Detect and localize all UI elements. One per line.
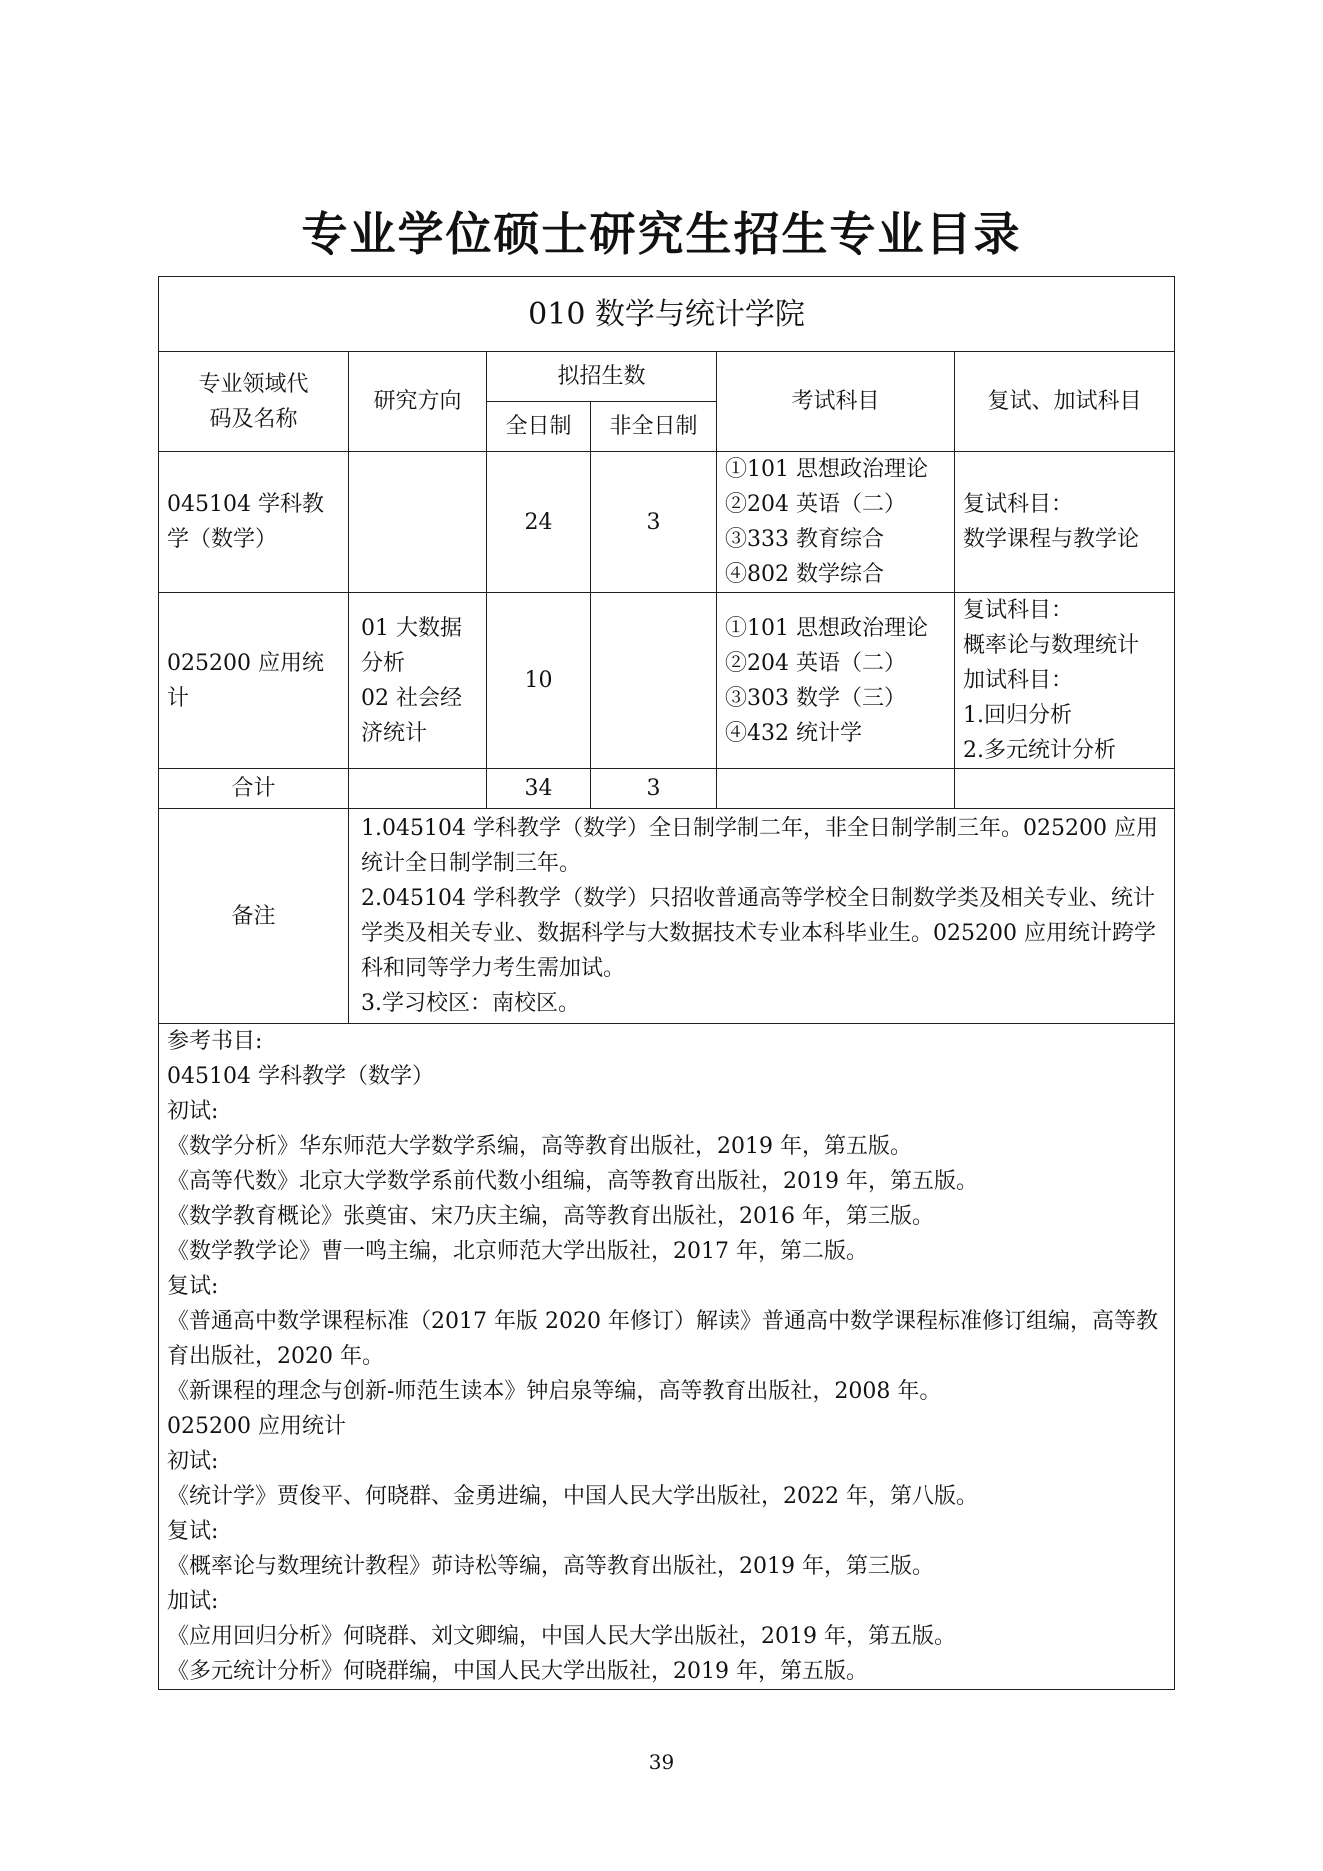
exam-subject: ④802 数学综合 xyxy=(725,562,884,587)
note-item: 2.045104 学科教学（数学）只招收普通高等学校全日制数学类及相关专业、统计学类及相关专业、数据科学与大数据技术专业本科毕业生。025200 应用统计跨学科和同等学力考生需加试。 xyxy=(361,886,1156,981)
notes-content xyxy=(349,809,1175,1024)
header-quota: 拟招生数 xyxy=(487,352,717,402)
exam-subject: ③303 数学（三） xyxy=(725,685,906,711)
total-fulltime: 34 xyxy=(487,769,591,809)
reference-item: 《普通高中数学课程标准（2017 年版 2020 年修订）解读》普通高中数学课程标准修订组编，高等教育出版社，2020 年。 xyxy=(167,1309,1158,1369)
parttime-cell: 3 xyxy=(591,452,717,593)
retest-cell xyxy=(955,452,1175,593)
reference-item: 《高等代数》北京大学数学系前代数小组编，高等教育出版社，2019 年，第五版。 xyxy=(167,1169,978,1194)
exam-cell xyxy=(717,452,955,593)
reference-item: 《数学教育概论》张奠宙、宋乃庆主编，高等教育出版社，2016 年，第三版。 xyxy=(167,1204,934,1229)
notes-row xyxy=(159,809,1175,1024)
exam-subject: ④432 统计学 xyxy=(725,720,862,746)
retest-line: 数学课程与教学论 xyxy=(963,527,1140,552)
retest-line: 概率论与数理统计 xyxy=(963,633,1140,658)
exam-subject: ②204 英语（二） xyxy=(725,650,906,676)
total-label: 合计 xyxy=(159,769,349,809)
note-item: 3.学习校区：南校区。 xyxy=(361,991,580,1016)
reference-item: 《数学分析》华东师范大学数学系编，高等教育出版社，2019 年，第五版。 xyxy=(167,1134,912,1159)
fulltime-cell: 24 xyxy=(487,452,591,593)
reference-group-label: 初试: xyxy=(167,1449,219,1474)
direction-item: 01 大数据分析 xyxy=(361,615,462,676)
retest-line: 复试科目： xyxy=(963,598,1074,623)
reference-group-label: 初试: xyxy=(167,1099,219,1124)
retest-line: 1.回归分析 xyxy=(963,703,1072,728)
header-major: 专业领域代码及名称 xyxy=(159,352,349,452)
reference-major: 045104 学科教学（数学） xyxy=(167,1064,434,1089)
table-row xyxy=(159,593,1175,769)
header-direction: 研究方向 xyxy=(349,352,487,452)
references-heading: 参考书目: xyxy=(167,1029,263,1054)
references-row xyxy=(159,1024,1175,1690)
notes-label: 备注 xyxy=(159,809,349,1024)
catalog-table xyxy=(158,276,1175,1690)
header-exam: 考试科目 xyxy=(717,352,955,452)
exam-subject: ②204 英语（二） xyxy=(725,492,906,517)
major-cell: 025200 应用统计 xyxy=(159,593,349,769)
reference-item: 《应用回归分析》何晓群、刘文卿编，中国人民大学出版社，2019 年，第五版。 xyxy=(167,1624,956,1649)
parttime-cell xyxy=(591,593,717,769)
reference-item: 《概率论与数理统计教程》茆诗松等编，高等教育出版社，2019 年，第三版。 xyxy=(167,1554,934,1579)
reference-group-label: 加试: xyxy=(167,1589,219,1614)
reference-group-label: 复试: xyxy=(167,1274,219,1299)
retest-cell xyxy=(955,593,1175,769)
exam-cell xyxy=(717,593,955,769)
table-row xyxy=(159,452,1175,593)
header-parttime: 非全日制 xyxy=(591,402,717,452)
references-content xyxy=(159,1024,1175,1690)
total-direction-cell xyxy=(349,769,487,809)
direction-cell xyxy=(349,452,487,593)
header-retest: 复试、加试科目 xyxy=(955,352,1175,452)
total-row xyxy=(159,769,1175,809)
reference-item: 《新课程的理念与创新-师范生读本》钟启泉等编，高等教育出版社，2008 年。 xyxy=(167,1379,942,1404)
department-name: 010 数学与统计学院 xyxy=(159,277,1175,352)
retest-line: 复试科目： xyxy=(963,492,1074,517)
direction-cell xyxy=(349,593,487,769)
note-item: 1.045104 学科教学（数学）全日制学制二年，非全日制学制三年。025200 应用统计全日制学制三年。 xyxy=(361,816,1158,876)
reference-group-label: 复试: xyxy=(167,1519,219,1544)
header-fulltime: 全日制 xyxy=(487,402,591,452)
reference-item: 《多元统计分析》何晓群编，中国人民大学出版社，2019 年，第五版。 xyxy=(167,1659,868,1684)
reference-item: 《统计学》贾俊平、何晓群、金勇进编，中国人民大学出版社，2022 年，第八版。 xyxy=(167,1484,978,1509)
fulltime-cell: 10 xyxy=(487,593,591,769)
total-parttime: 3 xyxy=(591,769,717,809)
exam-subject: ①101 思想政治理论 xyxy=(725,615,928,641)
reference-major: 025200 应用统计 xyxy=(167,1414,346,1439)
reference-item: 《数学教学论》曹一鸣主编，北京师范大学出版社，2017 年，第二版。 xyxy=(167,1239,868,1264)
exam-subject: ①101 思想政治理论 xyxy=(725,457,928,482)
direction-item: 02 社会经济统计 xyxy=(361,685,462,746)
page-title: 专业学位硕士研究生招生专业目录 xyxy=(301,207,1022,261)
retest-line: 加试科目： xyxy=(963,668,1074,693)
total-retest-cell xyxy=(955,769,1175,809)
total-exam-cell xyxy=(717,769,955,809)
retest-line: 2.多元统计分析 xyxy=(963,738,1116,763)
page-number: 39 xyxy=(648,1750,675,1774)
exam-subject: ③333 教育综合 xyxy=(725,527,884,552)
major-cell: 045104 学科教学（数学） xyxy=(159,452,349,593)
